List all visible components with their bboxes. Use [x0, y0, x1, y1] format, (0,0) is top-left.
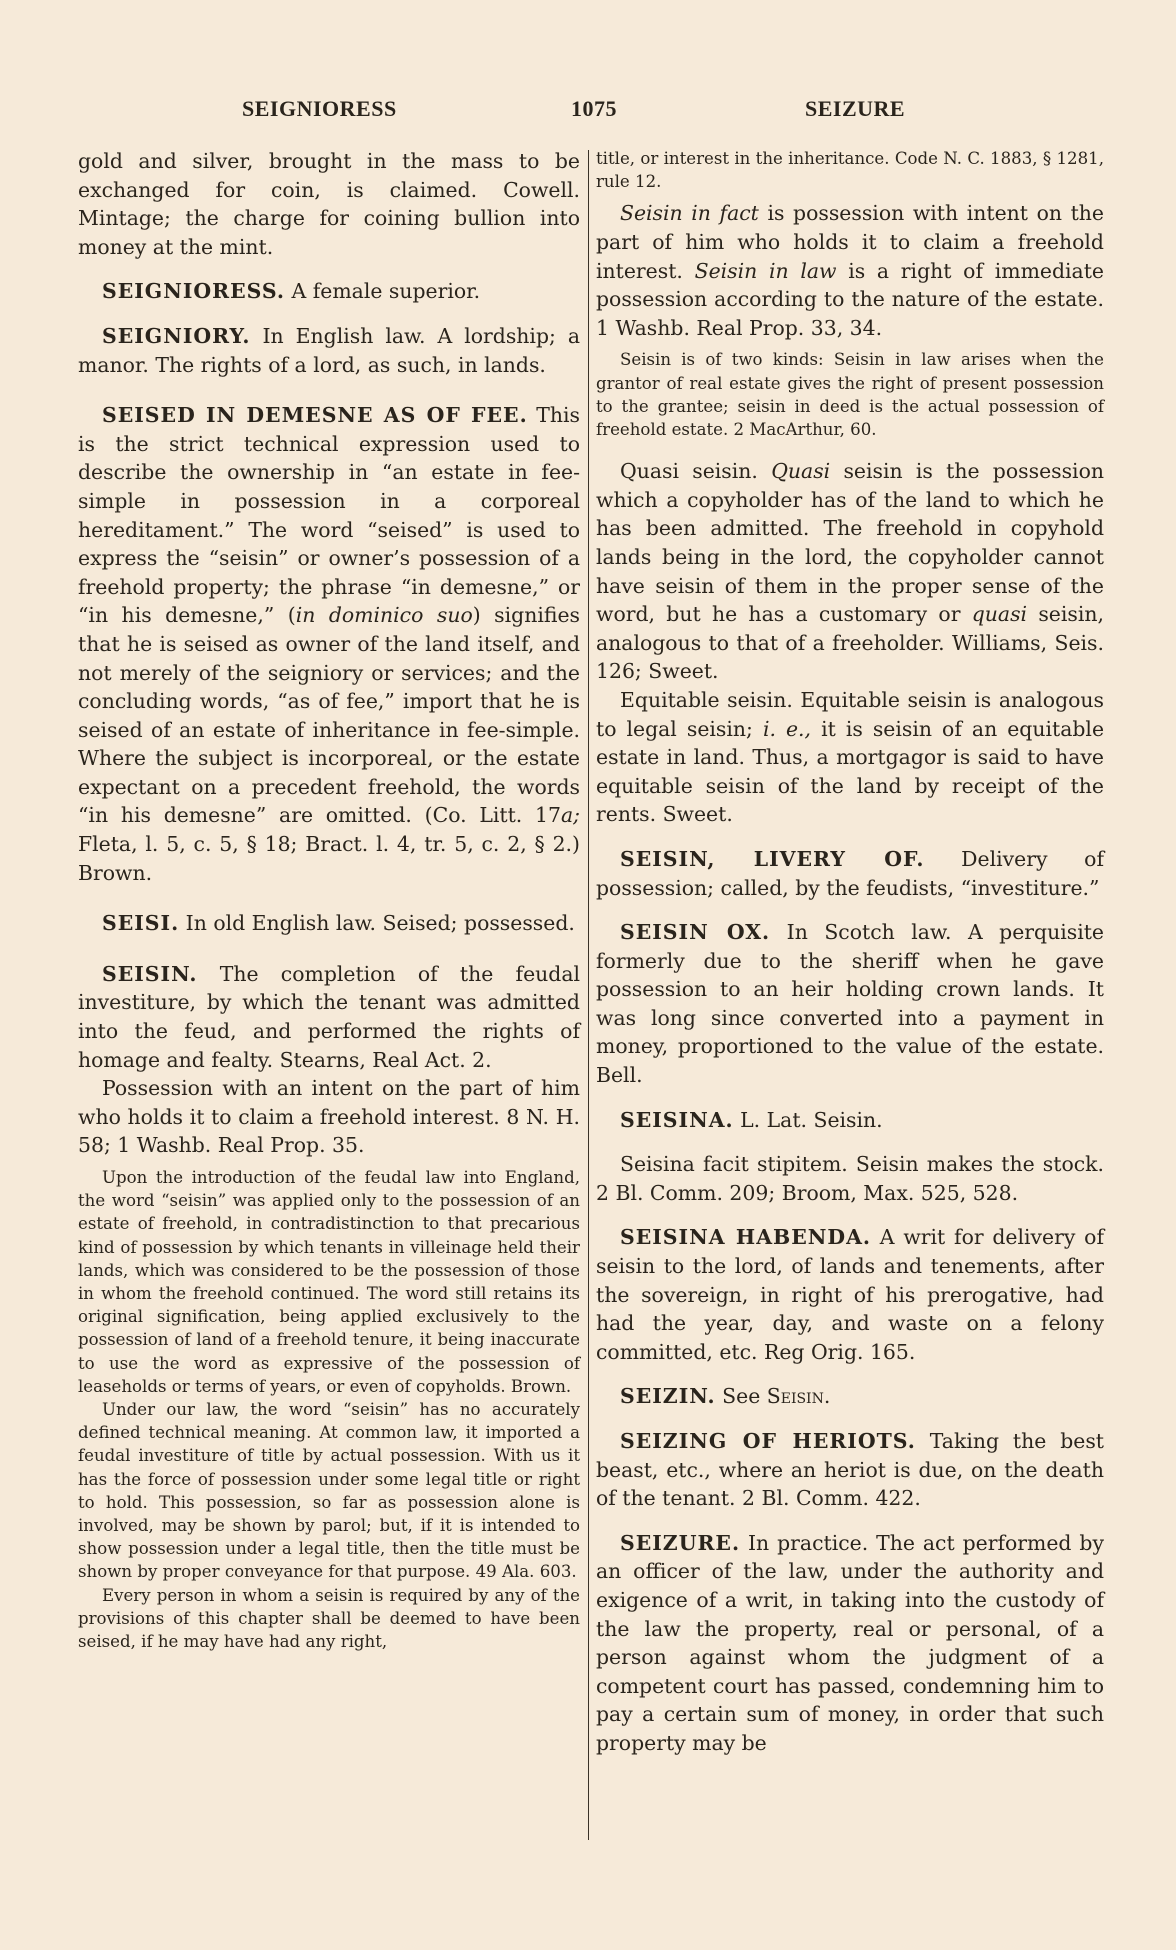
- entry-term: SEISED IN DEMESNE AS OF FEE.: [102, 403, 528, 428]
- entry-seisi: [78, 909, 580, 938]
- entry-continuation: gold and silver, brought in the mass to be exchanged for coin, is claimed. Cowell. Mintage; the charge for coining bullion into money at the mint.: [78, 149, 580, 259]
- header-right-guideword: SEIZURE: [805, 96, 906, 121]
- entry-seizing-of-heriots: [596, 1427, 1104, 1513]
- entry-definition: In English law. A lordship; a manor. The rights of a lord, as such, in lands.: [78, 323, 580, 377]
- entry-definition: In Scotch law. A perquisite formerly due to the sheriff when he gave possession to an heir holding crown lands. It was long since converted into a payment in money, proportioned to the value of the estate. Bell.: [596, 920, 1104, 1088]
- entry-term: SEISIN, LIVERY OF.: [620, 846, 925, 871]
- entry-term: SEIZING OF HERIOTS.: [620, 1429, 916, 1453]
- entry-definition: L. Lat. Seisin.: [733, 1107, 883, 1132]
- entry-definition-cont: ) signifies that he is seised as owner of the land itself, and not merely of the seigniory or services; and the concluding words, “as of fee,” import that he is seised of an estate of inheritance in fee-simple. Where the subject is incorporeal, or the estate expectant on a precedent freehold, the words “in his demesne” are omitted. (Co. Litt. 17: [78, 603, 580, 828]
- entry-definition: is a right of immediate possession according to the nature of the estate. 1 Washb. Real Prop. 33, 34.: [596, 258, 1104, 340]
- entry-term: SEISIN OX.: [620, 920, 771, 945]
- entry-term: SEISINA HABENDA.: [620, 1225, 872, 1250]
- italic-term: Quasi: [771, 459, 831, 484]
- header-left-guideword: SEIGNIORESS: [242, 96, 397, 121]
- italic-term: Seisin in fact: [620, 201, 759, 226]
- right-column: [596, 147, 1104, 1758]
- entry-seignioress: [78, 277, 580, 306]
- note-paragraph: Upon the introduction of the feudal law into England, the word “seisin” was applied only to the possession of an estate of freehold, in contradistinction to that precarious kind of possession by which tenants in villeinage held their lands, which was considered to be the possession of those in whom the freehold continued. The word still retains its original signification, being applied exclusively to the possession of land of a freehold tenure, it being inaccurate to use the word as expressive of the possession of leaseholds or terms of years, or even of copyholds. Brown.: [78, 1168, 580, 1396]
- entry-seizin: [596, 1382, 1104, 1411]
- entry-quasi-seisin: [596, 457, 1104, 686]
- entry-term: SEIZURE.: [620, 1530, 741, 1555]
- column-divider: [588, 150, 589, 1840]
- entry-definition: Taking the best beast, etc., where an heriot is due, on the death of the tenant. 2 Bl. Comm. 422.: [596, 1429, 1104, 1511]
- entry-definition: Quasi seisin.: [620, 459, 772, 484]
- entry-term: SEIZIN.: [620, 1384, 716, 1409]
- page-number: 1075: [571, 96, 617, 121]
- entry-definition: seisin, analogous to that of a freeholder. Williams, Seis. 126; Sweet.: [596, 602, 1104, 684]
- entry-seisina-habenda: [596, 1223, 1104, 1366]
- note-paragraph: Under our law, the word “seisin” has no accurately defined technical meaning. At common law, it imported a feudal investiture of title by actual possession. With us it has the force of possession under some legal title or right to hold. This possession, so far as possession alone is involved, may be shown by parol; but, if it is intended to show possession under a legal title, then the title must be shown by proper conveyance for that purpose. 49 Ala. 603.: [78, 1400, 580, 1582]
- cross-reference: Seisin.: [766, 1384, 831, 1409]
- entry-seisin: [78, 960, 580, 1074]
- entry-definition: In old English law. Seised; possessed.: [179, 911, 575, 936]
- entry-seizure: [596, 1529, 1104, 1758]
- entry-definition: seisin is the possession which a copyholder has of the land to which he has been admitted. The freehold in copyhold lands being in the lord, the copyholder cannot have seisin of them in the proper sense of the word, but he has a customary or: [596, 459, 1104, 627]
- entry-seisina-facit: Seisina facit stipitem. Seisin makes the stock. 2 Bl. Comm. 209; Broom, Max. 525, 528.: [596, 1152, 1104, 1205]
- note-continuation: title, or interest in the inheritance. Code N. C. 1883, § 1281, rule 12.: [596, 149, 1104, 192]
- entry-seisin-livery-of: [596, 845, 1104, 902]
- entry-term: SEIGNIORY.: [102, 323, 251, 348]
- entry-definition: See: [715, 1384, 767, 1409]
- italic-term: Seisin in law: [694, 258, 837, 283]
- entry-citation: Fleta, l. 5, c. 5, § 18; Bract. l. 4, tr. 5, c. 2, § 2.) Brown.: [78, 832, 580, 885]
- entry-term: SEISI.: [102, 911, 180, 936]
- italic-term: quasi: [971, 602, 1028, 627]
- note-paragraph: Seisin is of two kinds: Seisin in law arises when the grantor of real estate gives the right of present possession to the grantee; seisin in deed is the actual possession of freehold estate. 2 MacArthur, 60.: [596, 350, 1104, 439]
- entry-definition: The completion of the feudal investiture, by which the tenant was admitted into the feud, and performed the rights of homage and fealty. Stearns, Real Act. 2.: [78, 961, 580, 1072]
- entry-definition: A writ for delivery of seisin to the lord, of lands and tenements, after the sovereign, in right of his prerogative, had had the year, day, and waste on a felony committed, etc. Reg Orig. 165.: [596, 1225, 1104, 1364]
- left-column: [78, 147, 580, 1653]
- page-header: [0, 90, 1176, 130]
- entry-term: SEIGNIORESS.: [102, 279, 286, 304]
- entry-seisina: [596, 1106, 1104, 1135]
- entry-definition: is possession with intent on the part of him who holds it to claim a freehold interest.: [596, 201, 1104, 283]
- entry-seisin-in-fact: [596, 199, 1104, 342]
- entry-seised-in-demesne: [78, 401, 580, 887]
- latin-phrase: in dominico suo: [295, 603, 473, 628]
- entry-seigniory: [78, 322, 580, 379]
- entry-term: SEISINA.: [620, 1107, 734, 1132]
- italic-abbrev: i. e.,: [762, 716, 812, 741]
- entry-seisin-ox: [596, 918, 1104, 1090]
- entry-definition: Equitable seisin. Equitable seisin is analogous to legal seisin;: [596, 687, 1104, 741]
- entry-equitable-seisin: [596, 686, 1104, 829]
- entry-definition: Delivery of possession; called, by the feudists, “investiture.”: [596, 846, 1104, 900]
- entry-term: SEISIN.: [102, 961, 198, 986]
- entry-definition: it is seisin of an equitable estate in land. Thus, a mortgagor is said to have equitable seisin of the land by receipt of the rents. Sweet.: [596, 716, 1105, 827]
- entry-definition: A female superior.: [285, 279, 481, 304]
- entry-definition: This is the strict technical expression used to describe the ownership in “an estate in fee-simple in possession in a corporeal hereditament.” The word “seised” is used to express the “seisin” or owner’s possession of a freehold property; the phrase “in demesne,” or “in his demesne,” (: [78, 403, 580, 628]
- entry-seisin-para2: Possession with an intent on the part of him who holds it to claim a freehold interest. 8 N. H. 58; 1 Washb. Real Prop. 35.: [78, 1076, 580, 1158]
- note-paragraph: Every person in whom a seisin is required by any of the provisions of this chapter shall be deemed to have been seised, if he may have had any right,: [78, 1585, 580, 1652]
- citation-italic: a;: [560, 803, 580, 828]
- entry-definition: In practice. The act performed by an officer of the law, under the authority and exigence of a writ, in taking into the custody of the law the property, real or personal, of a person against whom the judgment of a competent court has passed, condemning him to pay a certain sum of money, in order that such property may be: [596, 1530, 1104, 1755]
